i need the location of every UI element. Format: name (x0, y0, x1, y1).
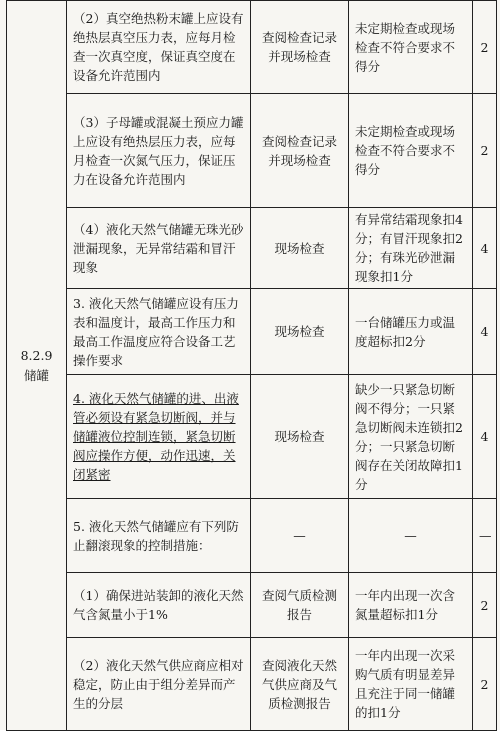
table-row (7, 1, 497, 94)
score-cell: 4 (473, 208, 497, 289)
section-name: 储罐 (23, 367, 49, 383)
table-row (7, 499, 497, 573)
table-row (7, 638, 497, 731)
score-cell: 2 (473, 573, 497, 638)
scoring-criteria-cell: 一年内出现一次采购气质有明显差异且充注于同一储罐的扣1分 (349, 638, 473, 731)
check-method-cell: — (251, 499, 349, 573)
inspection-table (6, 0, 497, 731)
section-cell (7, 1, 67, 731)
score-cell: 2 (473, 638, 497, 731)
table-row (7, 375, 497, 499)
section-code: 8.2.9 (20, 347, 53, 363)
requirement-cell: （3）子母罐或混凝土预应力罐上应设有绝热层压力表，应每月检查一次氮气压力，保证压力在设备允许范围内 (67, 94, 251, 208)
check-method-cell: 现场检查 (251, 375, 349, 499)
check-method-cell: 查阅检查记录并现场检查 (251, 94, 349, 208)
table-row (7, 573, 497, 638)
score-cell: 2 (473, 94, 497, 208)
scoring-criteria-cell: 未定期检查或现场检查不符合要求不得分 (349, 1, 473, 94)
score-cell: 4 (473, 375, 497, 499)
requirement-cell: （1）确保进站装卸的液化天然气含氮量小于1% (67, 573, 251, 638)
check-method-cell: 查阅液化天然气供应商及气质检测报告 (251, 638, 349, 731)
requirement-cell (67, 375, 251, 499)
scoring-criteria-cell: 一台储罐压力或温度超标扣2分 (349, 289, 473, 375)
table-row (7, 289, 497, 375)
check-method-cell: 查阅气质检测报告 (251, 573, 349, 638)
scoring-criteria-cell: 缺少一只紧急切断阀不得分；一只紧急切断阀未连锁扣2分；一只紧急切断阀存在关闭故障扣1分 (349, 375, 473, 499)
requirement-cell: （4）液化天然气储罐无珠光砂泄漏现象，无异常结霜和冒汗现象 (67, 208, 251, 289)
check-method-cell: 现场检查 (251, 208, 349, 289)
scoring-criteria-cell: 有异常结霜现象扣4分；有冒汗现象扣2分；有珠光砂泄漏现象扣1分 (349, 208, 473, 289)
score-cell: 2 (473, 1, 497, 94)
requirement-cell: 5. 液化天然气储罐应有下列防止翻滚现象的控制措施： (67, 499, 251, 573)
requirement-cell: （2）液化天然气供应商应相对稳定，防止由于组分差异而产生的分层 (67, 638, 251, 731)
table-row (7, 94, 497, 208)
requirement-cell: 3. 液化天然气储罐应设有压力表和温度计，最高工作压力和最高工作温度应符合设备工艺操作要求 (67, 289, 251, 375)
scoring-criteria-cell: — (349, 499, 473, 573)
requirement-cell: （2）真空绝热粉末罐上应设有绝热层真空压力表，应每月检查一次真空度，保证真空度在设备允许范围内 (67, 1, 251, 94)
check-method-cell: 查阅检查记录并现场检查 (251, 1, 349, 94)
requirement-underlined-text: 4. 液化天然气储罐的进、出液管必须设有紧急切断阀，并与储罐液位控制连锁，紧急切断阀应操作方便，动作迅速，关闭紧密 (73, 391, 239, 482)
scoring-criteria-cell: 一年内出现一次含氮量超标扣1分 (349, 573, 473, 638)
score-cell: — (473, 499, 497, 573)
table-row (7, 208, 497, 289)
score-cell: 4 (473, 289, 497, 375)
scoring-criteria-cell: 未定期检查或现场检查不符合要求不得分 (349, 94, 473, 208)
check-method-cell: 现场检查 (251, 289, 349, 375)
